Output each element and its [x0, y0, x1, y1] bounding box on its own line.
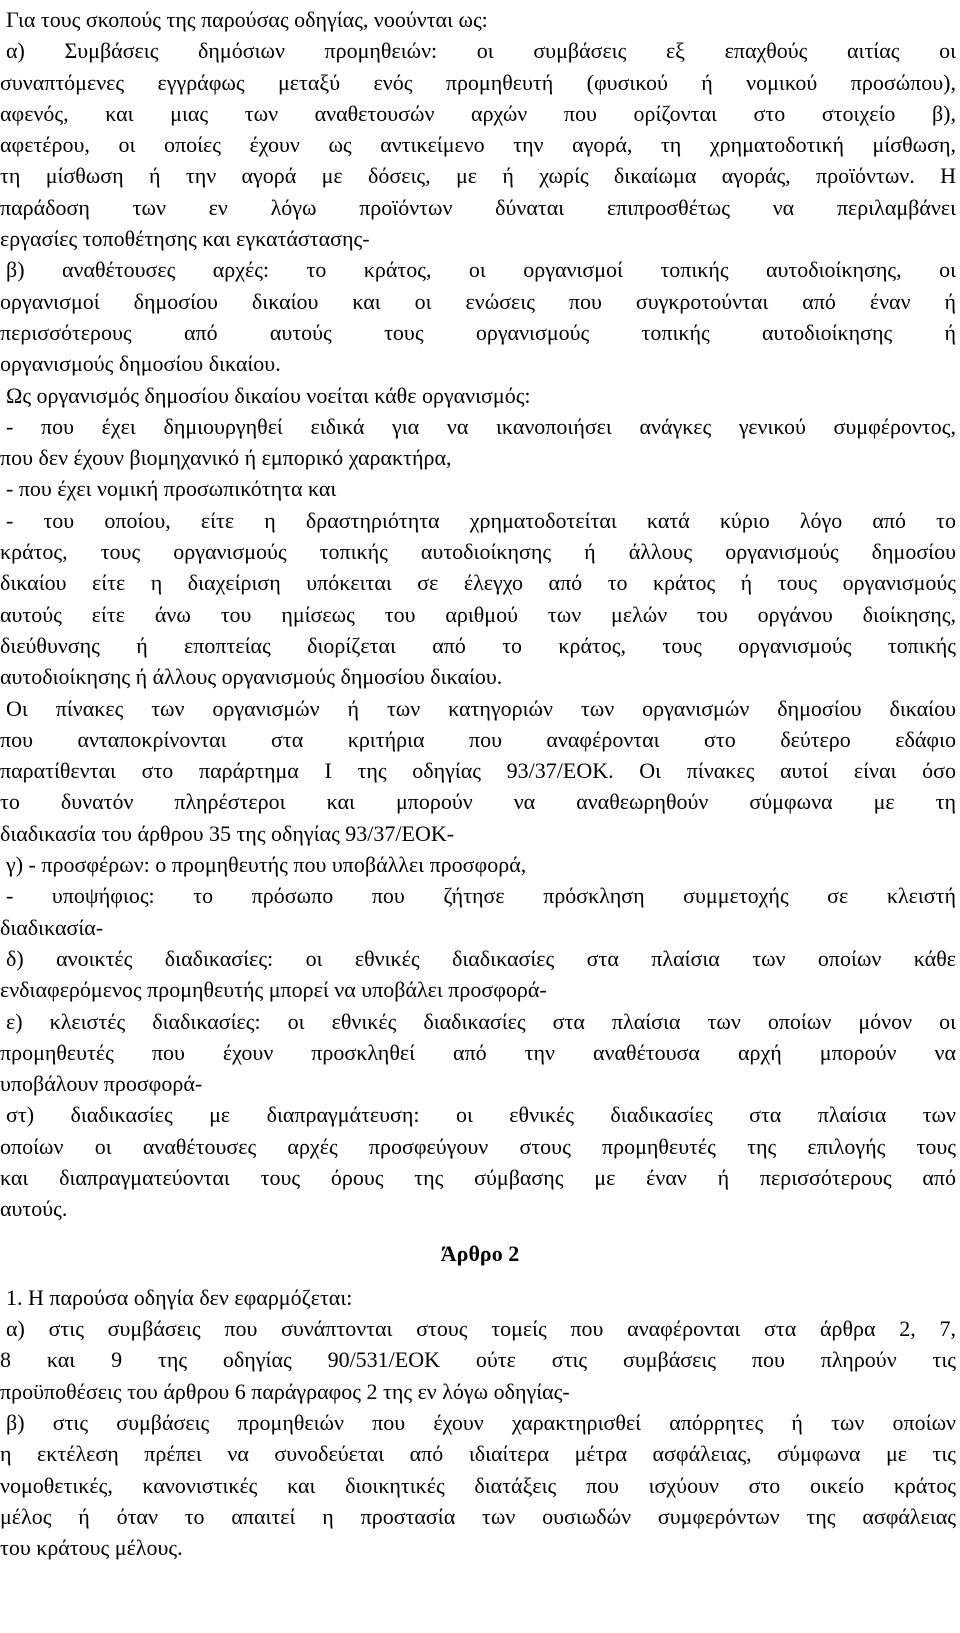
text-line: αυτούς είτε άνω του ημίσεως του αριθμού των μελών του οργάνου διοίκησης, — [0, 601, 956, 627]
text-line: δ) ανοικτές διαδικασίες: οι εθνικές διαδικασίες στα πλαίσια των οποίων κάθε — [6, 945, 956, 971]
text-line: προμηθευτές που έχουν προσκληθεί από την αναθέτουσα αρχή μπορούν να — [0, 1039, 956, 1065]
text-line: προϋποθέσεις του άρθρου 6 παράγραφος 2 της εν λόγω οδηγίας- — [0, 1378, 570, 1404]
text-line: που ανταποκρίνονται στα κριτήρια που αναφέρονται στο δεύτερο εδάφιο — [0, 726, 956, 752]
text-line: Ως οργανισμός δημοσίου δικαίου νοείται κάθε οργανισμός: — [6, 382, 531, 408]
text-line: υποβάλουν προσφορά- — [0, 1071, 203, 1097]
text-line: παράδοση των εν λόγω προϊόντων δύναται επιπροσθέτως να περιλαμβάνει — [0, 194, 956, 220]
text-line: η εκτέλεση πρέπει να συνοδεύεται από ιδιαίτερα μέτρα ασφάλειας, σύμφωνα με τις — [0, 1441, 956, 1467]
text-line: Οι πίνακες των οργανισμών ή των κατηγοριών των οργανισμών δημοσίου δικαίου — [6, 695, 956, 721]
text-line: α) Συμβάσεις δημόσιων προμηθειών: οι συμβάσεις εξ επαχθούς αιτίας οι — [6, 38, 956, 64]
text-line: οργανισμούς δημοσίου δικαίου. — [0, 351, 281, 377]
text-line: παρατίθενται στο παράρτημα Ι της οδηγίας 93/37/ΕΟΚ. Οι πίνακες αυτοί είναι όσο — [0, 758, 956, 784]
text-line: συναπτόμενες εγγράφως μεταξύ ενός προμηθευτή (φυσικού ή νομικού προσώπου), — [0, 69, 956, 95]
text-line: στ) διαδικασίες με διαπραγμάτευση: οι εθνικές διαδικασίες στα πλαίσια των — [6, 1102, 956, 1128]
text-line: κράτος, τους οργανισμούς τοπικής αυτοδιοίκησης ή άλλους οργανισμούς δημοσίου — [0, 539, 956, 565]
text-line: αυτούς. — [0, 1196, 68, 1222]
text-line: το δυνατόν πληρέστεροι και μπορούν να αναθεωρηθούν σύμφωνα με τη — [0, 789, 956, 815]
text-line: 8 και 9 της οδηγίας 90/531/ΕΟΚ ούτε στις συμβάσεις που πληρούν τις — [0, 1347, 956, 1373]
text-line: ενδιαφερόμενος προμηθευτής μπορεί να υποβάλει προσφορά- — [0, 977, 547, 1003]
text-line: - υποψήφιος: το πρόσωπο που ζήτησε πρόσκληση συμμετοχής σε κλειστή — [6, 883, 956, 909]
text-line: οποίων οι αναθέτουσες αρχές προσφεύγουν στους προμηθευτές της επιλογής τους — [0, 1133, 956, 1159]
article-heading: Άρθρο 2 — [440, 1240, 520, 1266]
text-line: - που έχει δημιουργηθεί ειδικά για να ικανοποιήσει ανάγκες γενικού συμφέροντος, — [6, 413, 956, 439]
text-line: αφενός, και μιας των αναθετουσών αρχών που ορίζονται στο στοιχείο β), — [0, 100, 956, 126]
text-line: διαδικασία- — [0, 914, 104, 940]
text-line: τη μίσθωση ή την αγορά με δόσεις, με ή χωρίς δικαίωμα αγοράς, προϊόντων. Η — [0, 163, 956, 189]
text-line: Για τους σκοπούς της παρούσας οδηγίας, νοούνται ως: — [6, 7, 488, 32]
text-line: που δεν έχουν βιομηχανικό ή εμπορικό χαρακτήρα, — [0, 445, 452, 471]
text-line: δικαίου είτε η διαχείριση υπόκειται σε έλεγχο από το κράτος ή τους οργανισμούς — [0, 570, 956, 596]
article-2-section — [0, 1282, 960, 1564]
text-line: α) στις συμβάσεις που συνάπτονται στους τομείς που αναφέρονται στα άρθρα 2, 7, — [6, 1316, 956, 1342]
text-line: ε) κλειστές διαδικασίες: οι εθνικές διαδικασίες στα πλαίσια των οποίων μόνον οι — [6, 1008, 956, 1034]
text-line: β) αναθέτουσες αρχές: το κράτος, οι οργανισμοί τοπικής αυτοδιοίκησης, οι — [6, 257, 956, 283]
text-line: οργανισμοί δημοσίου δικαίου και οι ενώσεις που συγκροτούνται από έναν ή — [0, 288, 956, 314]
text-line: αυτοδιοίκησης ή άλλους οργανισμούς δημοσίου δικαίου. — [0, 664, 503, 690]
text-line: 1. Η παρούσα οδηγία δεν εφαρμόζεται: — [6, 1284, 353, 1310]
text-line: - που έχει νομική προσωπικότητα και — [6, 476, 337, 502]
text-line: αφετέρου, οι οποίες έχουν ως αντικείμενο την αγορά, τη χρηματοδοτική μίσθωση, — [0, 132, 956, 158]
text-line: περισσότερους από αυτούς τους οργανισμούς τοπικής αυτοδιοίκησης ή — [0, 319, 956, 345]
text-line: γ) - προσφέρων: ο προμηθευτής που υποβάλλει προσφορά, — [6, 852, 527, 878]
text-line: διαδικασία του άρθρου 35 της οδηγίας 93/37/ΕΟΚ- — [0, 820, 455, 846]
text-line: διεύθυνσης ή εποπτείας διορίζεται από το κράτος, τους οργανισμούς τοπικής — [0, 632, 956, 658]
text-line: νομοθετικές, κανονιστικές και διοικητικές διατάξεις που ισχύουν στο οικείο κράτος — [0, 1472, 956, 1498]
text-line: εργασίες τοποθέτησης και εγκατάστασης- — [0, 226, 370, 252]
text-line: β) στις συμβάσεις προμηθειών που έχουν χαρακτηρισθεί απόρρητες ή των οποίων — [6, 1410, 956, 1436]
definitions-section — [0, 4, 960, 1225]
text-line: - του οποίου, είτε η δραστηριότητα χρηματοδοτείται κατά κύριο λόγο από το — [6, 507, 956, 533]
text-line: μέλος ή όταν το απαιτεί η προστασία των ουσιωδών συμφερόντων της ασφάλειας — [0, 1503, 956, 1529]
text-line: και διαπραγματεύονται τους όρους της σύμβασης με έναν ή περισσότερους από — [0, 1164, 956, 1190]
text-line: του κράτους μέλους. — [0, 1535, 183, 1561]
